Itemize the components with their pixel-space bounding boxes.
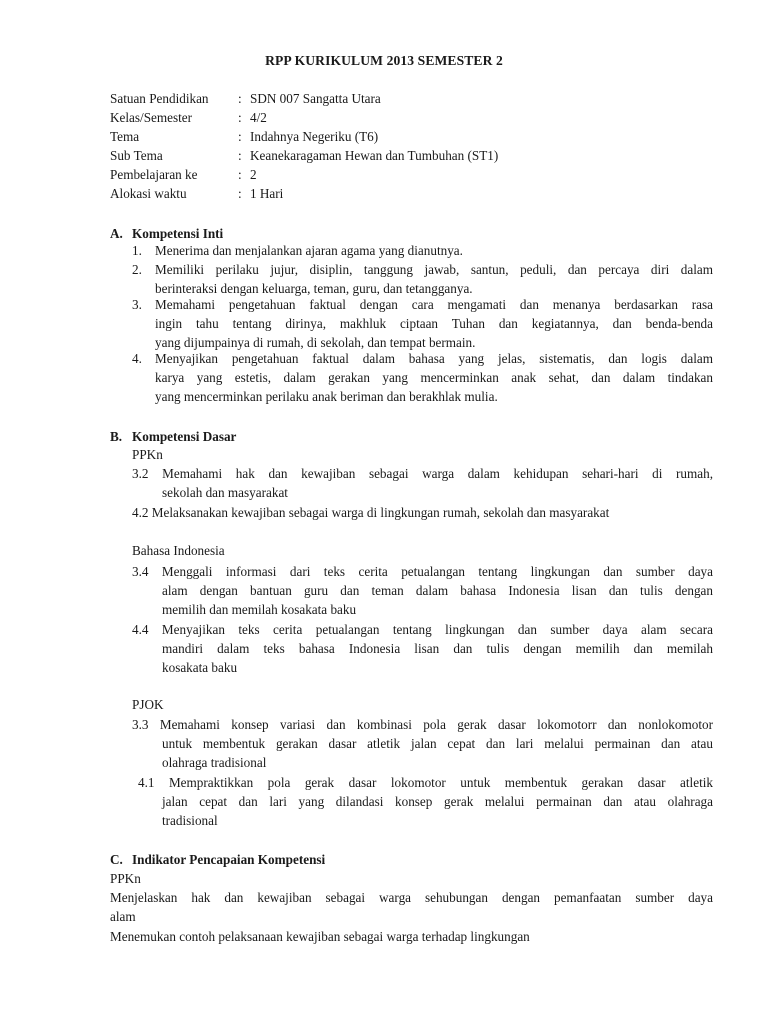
kd-line: 3.3 Memahami konsep variasi dan kombinasi pola gerak dasar lokomotorr dan nonlokomotor xyxy=(132,717,713,732)
identity-label: Tema xyxy=(110,129,140,144)
subject-pjok: PJOK xyxy=(132,697,164,712)
document-title: RPP KURIKULUM 2013 SEMESTER 2 xyxy=(265,53,503,68)
ki-line: Memahami pengetahuan faktual dengan cara mengamati dan menanya berdasarkan rasa xyxy=(155,297,713,312)
kd-pjok-4-1 xyxy=(138,773,713,830)
identity-value: 1 Hari xyxy=(250,186,284,201)
ki-line: Menyajikan pengetahuan faktual dalam bahasa yang jelas, sistematis, dan logis dalam xyxy=(155,351,713,366)
kd-pjok-3-3 xyxy=(132,715,713,772)
section-title: Kompetensi Dasar xyxy=(132,429,237,444)
kd-line: olahraga tradisional xyxy=(162,755,267,770)
kd-ppkn-4-2: 4.2 Melaksanakan kewajiban sebagai warga di lingkungan rumah, sekolah dan masyarakat xyxy=(132,505,610,520)
list-number: 3. xyxy=(132,297,142,312)
identity-colon: : xyxy=(238,129,242,144)
identity-colon: : xyxy=(238,110,242,125)
section-title: Indikator Pencapaian Kompetensi xyxy=(132,852,326,867)
ki-item-4 xyxy=(132,349,713,406)
indicator-line: alam xyxy=(110,909,136,924)
identity-value: Keanekaragaman Hewan dan Tumbuhan (ST1) xyxy=(250,148,499,163)
section-letter: C. xyxy=(110,852,123,867)
identity-value: Indahnya Negeriku (T6) xyxy=(250,129,379,144)
ki-line: Memiliki perilaku jujur, disiplin, tanggung jawab, santun, peduli, dan percaya diri dalam xyxy=(155,262,713,277)
identity-colon: : xyxy=(238,91,242,106)
kd-line: 3.4 Menggali informasi dari teks cerita petualangan tentang lingkungan dan sumber daya xyxy=(132,564,713,579)
section-title: Kompetensi Inti xyxy=(132,226,224,241)
identity-colon: : xyxy=(238,186,242,201)
identity-label: Sub Tema xyxy=(110,148,163,163)
kd-ppkn-3-2 xyxy=(132,464,713,502)
kd-line: tradisional xyxy=(162,813,218,828)
ki-line: Menerima dan menjalankan ajaran agama yang dianutnya. xyxy=(155,243,463,258)
kd-bahasa-4-4 xyxy=(132,620,713,677)
list-number: 4. xyxy=(132,351,142,366)
kd-bahasa-3-4 xyxy=(132,562,713,619)
identity-value: 4/2 xyxy=(250,110,267,125)
kd-line: memilih dan memilah kosakata baku xyxy=(162,602,357,617)
kd-line: 4.1 Mempraktikkan pola gerak dasar lokomotor untuk membentuk gerakan dasar atletik xyxy=(138,775,713,790)
list-number: 2. xyxy=(132,262,142,277)
indicator-1 xyxy=(110,888,713,926)
identity-label: Kelas/Semester xyxy=(110,110,193,125)
identity-value: SDN 007 Sangatta Utara xyxy=(250,91,381,106)
indicator-2: Menemukan contoh pelaksanaan kewajiban sebagai warga terhadap lingkungan xyxy=(110,929,530,944)
kd-line: mandiri dalam teks bahasa Indonesia lisan dan tulis dengan memilih dan memilah xyxy=(162,641,713,656)
ki-line: ingin tahu tentang dirinya, makhluk ciptaan Tuhan dan kegiatannya, dan benda-benda xyxy=(155,316,713,331)
section-letter: A. xyxy=(110,226,123,241)
list-number: 1. xyxy=(132,243,142,258)
ki-line: karya yang estetis, dalam gerakan yang mencerminkan anak sehat, dan dalam tindakan xyxy=(155,370,713,385)
ki-line: berinteraksi dengan keluarga, teman, guru, dan tetangganya. xyxy=(155,281,473,296)
ki-item-1 xyxy=(132,241,713,260)
ki-item-2 xyxy=(132,260,713,298)
kd-line: alam dengan bantuan guru dan teman dalam bahasa Indonesia lisan dan tulis dengan xyxy=(162,583,713,598)
kd-line: 4.4 Menyajikan teks cerita petualangan tentang lingkungan dan sumber daya alam secara xyxy=(132,622,713,637)
ki-line: yang dijumpainya di rumah, di sekolah, dan tempat bermain. xyxy=(155,335,476,350)
identity-label: Pembelajaran ke xyxy=(110,167,198,182)
kd-line: 3.2 Memahami hak dan kewajiban sebagai warga dalam kehidupan sehari-hari di rumah, xyxy=(132,466,713,481)
section-letter: B. xyxy=(110,429,123,444)
identity-value: 2 xyxy=(250,167,257,182)
ki-item-3 xyxy=(132,295,713,352)
identity-colon: : xyxy=(238,148,242,163)
subject-bahasa-indonesia: Bahasa Indonesia xyxy=(132,543,225,558)
kd-line: untuk membentuk gerakan dasar atletik jalan cepat dan lari melalui permainan dan atau xyxy=(162,736,713,751)
indicator-subject-ppkn: PPKn xyxy=(110,871,141,886)
ki-line: yang mencerminkan perilaku anak beriman dan berakhlak mulia. xyxy=(155,389,498,404)
subject-ppkn: PPKn xyxy=(132,447,163,462)
kd-line: jalan cepat dan lari yang dilandasi konsep gerak melalui permainan dan atau olahraga xyxy=(162,794,713,809)
identity-label: Satuan Pendidikan xyxy=(110,91,209,106)
kd-line: kosakata baku xyxy=(162,660,238,675)
identity-colon: : xyxy=(238,167,242,182)
kd-line: sekolah dan masyarakat xyxy=(162,485,288,500)
indicator-line: Menjelaskan hak dan kewajiban sebagai warga sehubungan dengan pemanfaatan sumber daya xyxy=(110,890,713,905)
identity-label: Alokasi waktu xyxy=(110,186,187,201)
